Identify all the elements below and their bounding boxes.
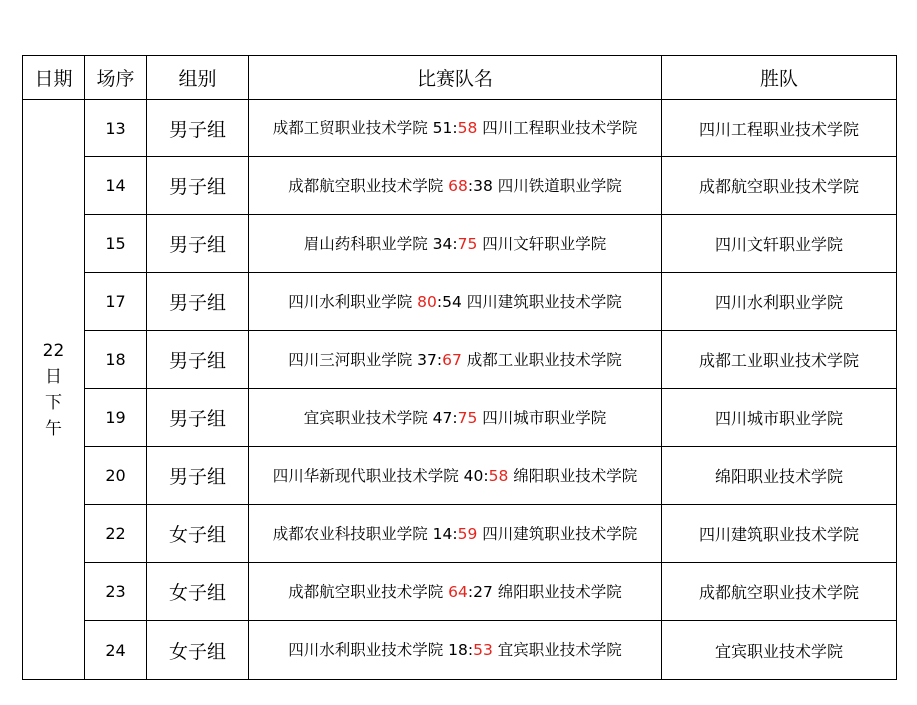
score-separator: :: [483, 466, 489, 485]
seq-number: 24: [105, 640, 126, 660]
team-b-name: 宜宾职业技术学院: [497, 641, 622, 659]
header-match: 比赛队名: [249, 56, 662, 100]
group-cell: [147, 157, 249, 215]
team-b-name: 四川工程职业技术学院: [482, 119, 638, 137]
team-a-name: 四川水利职业学院: [288, 292, 413, 311]
score-b: 58: [488, 466, 509, 485]
header-seq: 场序: [85, 56, 147, 100]
winner-cell: [662, 447, 897, 505]
winner-name: 成都工业职业技术学院: [698, 351, 859, 370]
team-b-name: 成都工业职业技术学院: [466, 350, 622, 369]
match-cell: [249, 389, 662, 447]
team-b-name: 四川城市职业学院: [482, 408, 607, 427]
group-cell: [147, 331, 249, 389]
match-cell: [249, 331, 662, 389]
group-label: 男子组: [168, 176, 226, 198]
header-row: [23, 56, 897, 100]
table-row: [23, 273, 897, 331]
seq-number: 18: [105, 350, 126, 369]
seq-number: 22: [105, 524, 126, 543]
date-line: 日: [45, 366, 62, 387]
table-row: [23, 157, 897, 215]
seq-number: 17: [105, 292, 126, 311]
table-row: [23, 621, 897, 680]
group-label: 女子组: [168, 640, 226, 663]
team-a-name: 四川华新现代职业技术学院: [272, 466, 459, 485]
team-b-name: 四川铁道职业学院: [497, 176, 622, 195]
table-row: [23, 389, 897, 447]
score-a: 51: [432, 119, 453, 137]
match-cell: [249, 273, 662, 331]
match-cell: [249, 447, 662, 505]
group-cell: [147, 447, 249, 505]
team-a-name: 成都工贸职业技术学院: [272, 119, 428, 137]
header-group: 组别: [147, 56, 249, 100]
seq-number: 15: [105, 234, 126, 253]
score-b: 38: [473, 176, 493, 195]
team-b-name: 四川建筑职业技术学院: [482, 524, 638, 543]
score-separator: :: [452, 119, 458, 137]
group-cell: [147, 621, 249, 680]
table-row: [23, 563, 897, 621]
seq-cell: [85, 447, 147, 505]
table-body: [23, 100, 897, 680]
winner-name: 四川水利职业学院: [714, 293, 843, 312]
table-row: [23, 100, 897, 157]
seq-cell: [85, 215, 147, 273]
score-b: 27: [473, 582, 493, 601]
seq-cell: [85, 100, 147, 157]
winner-cell: [662, 215, 897, 273]
score-a: 18: [448, 641, 468, 659]
match-cell: [249, 215, 662, 273]
date-line: 午: [45, 418, 62, 439]
score-a: 37: [417, 350, 437, 369]
match-cell: [249, 100, 662, 157]
team-b-name: 绵阳职业技术学院: [497, 582, 622, 601]
winner-name: 四川城市职业学院: [714, 409, 843, 428]
group-cell: [147, 273, 249, 331]
seq-number: 14: [105, 176, 126, 195]
score-b: 75: [457, 408, 478, 427]
score-separator: :: [452, 408, 458, 427]
match-cell: [249, 505, 662, 563]
score-a: 47: [432, 408, 453, 427]
group-cell: [147, 563, 249, 621]
winner-name: 成都航空职业技术学院: [698, 583, 859, 602]
winner-name: 宜宾职业技术学院: [714, 641, 843, 661]
seq-cell: [85, 505, 147, 563]
team-a-name: 宜宾职业技术学院: [303, 408, 428, 427]
winner-cell: [662, 157, 897, 215]
table-row: [23, 215, 897, 273]
winner-name: 四川文轩职业学院: [714, 235, 843, 254]
match-schedule-table: [22, 55, 897, 680]
group-cell: [147, 389, 249, 447]
group-label: 男子组: [168, 234, 226, 256]
match-cell: [249, 563, 662, 621]
score-b: 75: [457, 234, 478, 253]
score-separator: :: [436, 350, 443, 369]
winner-cell: [662, 100, 897, 157]
table-row: [23, 331, 897, 389]
team-b-name: 绵阳职业技术学院: [513, 466, 638, 485]
score-a: 80: [417, 292, 437, 311]
table-row: [23, 447, 897, 505]
header-date: 日期: [23, 56, 85, 100]
seq-cell: [85, 389, 147, 447]
score-separator: :: [452, 234, 458, 253]
score-a: 68: [448, 176, 468, 195]
score-separator: :: [467, 641, 474, 659]
seq-cell: [85, 273, 147, 331]
team-a-name: 眉山药科职业学院: [303, 234, 428, 253]
match-cell: [249, 621, 662, 680]
winner-name: 四川建筑职业技术学院: [698, 525, 859, 544]
seq-cell: [85, 157, 147, 215]
winner-cell: [662, 505, 897, 563]
team-a-name: 四川水利职业技术学院: [288, 641, 444, 659]
score-b: 67: [442, 350, 462, 369]
group-label: 女子组: [168, 524, 226, 546]
group-cell: [147, 100, 249, 157]
score-b: 58: [457, 119, 478, 137]
seq-cell: [85, 331, 147, 389]
score-b: 53: [473, 641, 493, 659]
score-a: 64: [448, 582, 468, 601]
group-label: 男子组: [168, 466, 226, 488]
winner-cell: [662, 621, 897, 680]
seq-cell: [85, 621, 147, 680]
match-cell: [249, 157, 662, 215]
team-a-name: 四川三河职业学院: [288, 350, 413, 369]
winner-name: 绵阳职业技术学院: [714, 467, 843, 486]
seq-number: 13: [105, 118, 126, 138]
date-line: 下: [45, 392, 62, 413]
group-cell: [147, 505, 249, 563]
winner-name: 四川工程职业技术学院: [698, 119, 859, 139]
team-b-name: 四川建筑职业技术学院: [466, 292, 622, 311]
score-separator: :: [467, 582, 474, 601]
seq-number: 20: [105, 466, 126, 485]
score-a: 14: [432, 524, 453, 543]
winner-cell: [662, 331, 897, 389]
team-a-name: 成都航空职业技术学院: [288, 176, 444, 195]
group-label: 男子组: [168, 118, 226, 141]
winner-cell: [662, 563, 897, 621]
seq-number: 19: [105, 408, 126, 427]
group-label: 男子组: [168, 350, 226, 372]
date-cell: [23, 100, 85, 680]
header-winner: 胜队: [662, 56, 897, 100]
score-b: 59: [457, 524, 478, 543]
team-a-name: 成都航空职业技术学院: [288, 582, 444, 601]
score-separator: :: [452, 524, 458, 543]
table-row: [23, 505, 897, 563]
seq-number: 23: [105, 582, 126, 601]
score-separator: :: [467, 176, 474, 195]
group-cell: [147, 215, 249, 273]
winner-cell: [662, 389, 897, 447]
group-label: 男子组: [168, 292, 226, 314]
date-line: 22: [42, 340, 65, 361]
winner-cell: [662, 273, 897, 331]
score-a: 34: [432, 234, 453, 253]
winner-name: 成都航空职业技术学院: [698, 177, 859, 196]
group-label: 男子组: [168, 408, 226, 430]
score-b: 54: [442, 292, 462, 311]
team-a-name: 成都农业科技职业学院: [272, 524, 428, 543]
team-b-name: 四川文轩职业学院: [482, 234, 607, 253]
seq-cell: [85, 563, 147, 621]
score-a: 40: [463, 466, 484, 485]
score-separator: :: [436, 292, 443, 311]
group-label: 女子组: [168, 582, 226, 604]
